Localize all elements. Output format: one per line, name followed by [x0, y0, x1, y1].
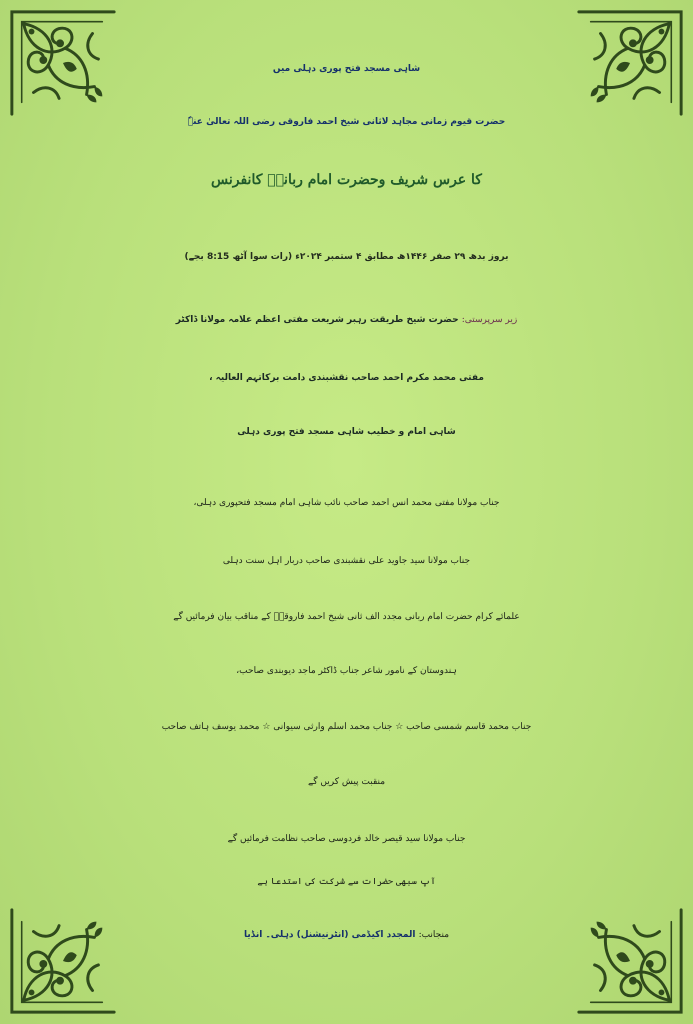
patronage-line-1	[0, 315, 693, 325]
conference-heading: کا عرس شریف وحضرت امام ربانیؒ کانفرنس	[211, 172, 482, 188]
speaker-line-6: منقبت پیش کریں گے	[307, 777, 386, 787]
corner-ornament-top-left	[4, 4, 122, 122]
corner-ornament-bottom-right	[571, 902, 689, 1020]
speaker-line-3: علمائے کرام حضرت امام ربانی مجدد الف ثانی شیخ احمد فاروقیؒ کے مناقب بیان فرمائیں گے	[173, 612, 520, 622]
poster-subtitle: حضرت قیوم زمانی مجاہد لاثانی شیخ احمد فاروقی رضی اللہ تعالیٰ عنہٗ	[187, 117, 506, 127]
organizer-name: المجدد اکیڈمی (انٹرنیشنل) دہلی۔ انڈیا	[243, 930, 416, 940]
speaker-line-2: جناب مولانا سید جاوید علی نقشبندی صاحب دربار اہل سنت دہلی	[222, 556, 471, 566]
patronage-text-1: حضرت شیخ طریقت رہبر شریعت مفتی اعظم علامہ مولانا ڈاکٹر	[175, 315, 459, 325]
poster-title: شاہی مسجد فتح پوری دہلی میں	[272, 64, 421, 74]
patronage-line-3: شاہی امام و خطیب شاہی مسجد فتح پوری دہلی	[237, 427, 456, 437]
speaker-line-5: جناب محمد قاسم شمسی صاحب ☆ جناب محمد اسلم وارثی سیوانی ☆ محمد یوسف ہاتف صاحب	[161, 722, 532, 732]
speaker-line-1: جناب مولانا مفتی محمد انس احمد صاحب نائب شاہی امام مسجد فتحپوری دہلی،	[193, 498, 500, 508]
event-date: بروز بدھ ۲۹ صفر ۱۴۴۶ھ مطابق ۴ ستمبر ۲۰۲۴ء (رات سوا آٹھ 8:15 بجے)	[184, 252, 509, 262]
floral-ornament-icon	[571, 902, 689, 1020]
organizer-footer	[0, 930, 693, 940]
speaker-line-7: جناب مولانا سید قیصر خالد فردوسی صاحب نظامت فرمائیں گے	[227, 834, 466, 844]
speaker-line-4: ہندوستان کے نامور شاعر جناب ڈاکٹر ماجد دیوبندی صاحب،	[236, 666, 457, 676]
corner-ornament-top-right	[571, 4, 689, 122]
floral-ornament-icon	[4, 902, 122, 1020]
patronage-line-2: مفتی محمد مکرم احمد صاحب نقشبندی دامت برکاتہم العالیہ ،	[209, 373, 484, 383]
organizer-label: منجانب:	[418, 930, 450, 940]
corner-ornament-bottom-left	[4, 902, 122, 1020]
patronage-label: زیر سرپرستی:	[461, 315, 518, 325]
floral-ornament-icon	[571, 4, 689, 122]
invitation-line: آپ سبھی حضرات سے شرکت کی استدعا ہے	[257, 877, 436, 887]
floral-ornament-icon	[4, 4, 122, 122]
